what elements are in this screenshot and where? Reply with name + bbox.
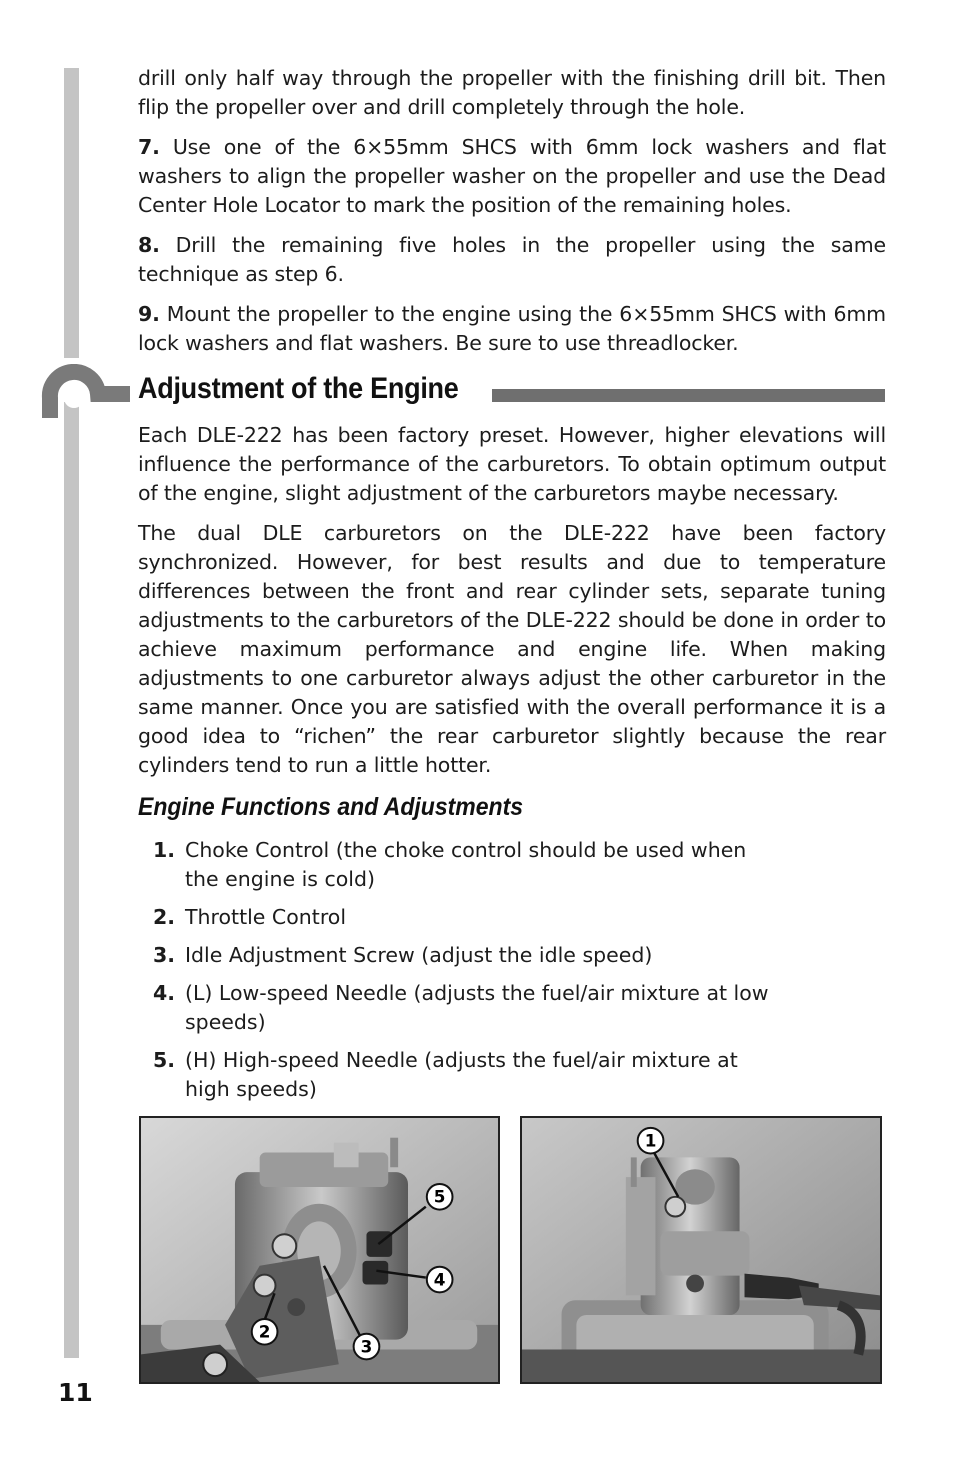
functions-list bbox=[150, 836, 770, 1113]
item-number: 3. bbox=[153, 943, 176, 967]
item-text: Choke Control (the choke control should be used when the engine is cold) bbox=[185, 838, 747, 891]
title-rule bbox=[492, 389, 885, 402]
list-item bbox=[150, 941, 770, 970]
section-paragraph-2: The dual DLE carburetors on the DLE-222 have been factory synchronized. However, for best results and due to temperature differences between the front and rear cylinder sets, separate tuning adjustments to the carburetors of the DLE-222 should be done in order to achieve maximum performance and engine life. When making adjustments to one carburetor always adjust the other carburetor in the same manner. Once you are satisfied with the overall performance it is a good idea to “richen” the rear carburetor slightly because the rear cylinders tend to run a little hotter. bbox=[138, 521, 886, 777]
step-text: Mount the propeller to the engine using the 6×55mm SHCS with 6mm lock washers and flat washers. Be sure to use threadlocker. bbox=[138, 302, 886, 355]
item-text: (L) Low-speed Needle (adjusts the fuel/air mixture at low speeds) bbox=[185, 981, 769, 1034]
step-text: Drill the remaining five holes in the propeller using the same technique as step 6. bbox=[138, 233, 886, 286]
carburetor-photo-right bbox=[520, 1116, 882, 1384]
side-margin-bar-upper bbox=[64, 68, 79, 358]
list-item bbox=[150, 903, 770, 932]
intro-paragraph: drill only half way through the propeller with the finishing drill bit. Then flip the propeller over and drill completely through the hole. bbox=[138, 66, 886, 119]
list-item bbox=[150, 979, 770, 1037]
step-7 bbox=[138, 133, 886, 220]
functions-title: Engine Functions and Adjustments bbox=[138, 793, 524, 821]
section-title: Adjustment of the Engine bbox=[138, 372, 459, 405]
callout-label: 4 bbox=[433, 1269, 446, 1290]
callout-label: 5 bbox=[433, 1186, 446, 1207]
section-hook-icon bbox=[40, 364, 132, 426]
step-number: 8. bbox=[138, 233, 160, 257]
list-item bbox=[150, 836, 770, 894]
item-number: 5. bbox=[153, 1048, 176, 1072]
callout-3 bbox=[354, 1334, 380, 1360]
callout-4 bbox=[427, 1267, 453, 1293]
callout-2 bbox=[252, 1319, 278, 1345]
callout-5 bbox=[427, 1184, 453, 1210]
item-text: (H) High-speed Needle (adjusts the fuel/air mixture at high speeds) bbox=[185, 1048, 738, 1101]
list-item bbox=[150, 1046, 770, 1104]
page-number: 11 bbox=[58, 1378, 93, 1407]
callout-label: 3 bbox=[360, 1336, 373, 1357]
item-text: Throttle Control bbox=[185, 905, 347, 929]
callout-label: 2 bbox=[258, 1321, 271, 1342]
side-margin-bar-lower bbox=[64, 402, 79, 1358]
step-9 bbox=[138, 300, 886, 358]
item-number: 4. bbox=[153, 981, 176, 1005]
item-number: 2. bbox=[153, 905, 176, 929]
callout-label: 1 bbox=[644, 1130, 657, 1151]
section-paragraph-1: Each DLE-222 has been factory preset. However, higher elevations will influence the performance of the carburetors. To obtain optimum output of the engine, slight adjustment of the carburetors maybe necessary. bbox=[138, 423, 886, 505]
item-number: 1. bbox=[153, 838, 176, 862]
step-text: Use one of the 6×55mm SHCS with 6mm lock washers and flat washers to align the propeller washer on the propeller and use the Dead Center Hole Locator to mark the position of the remaining holes. bbox=[138, 135, 886, 217]
step-number: 9. bbox=[138, 302, 160, 326]
step-8 bbox=[138, 231, 886, 289]
step-number: 7. bbox=[138, 135, 160, 159]
callout-1 bbox=[638, 1128, 664, 1154]
carburetor-photo-left bbox=[139, 1116, 500, 1384]
item-text: Idle Adjustment Screw (adjust the idle speed) bbox=[185, 943, 653, 967]
